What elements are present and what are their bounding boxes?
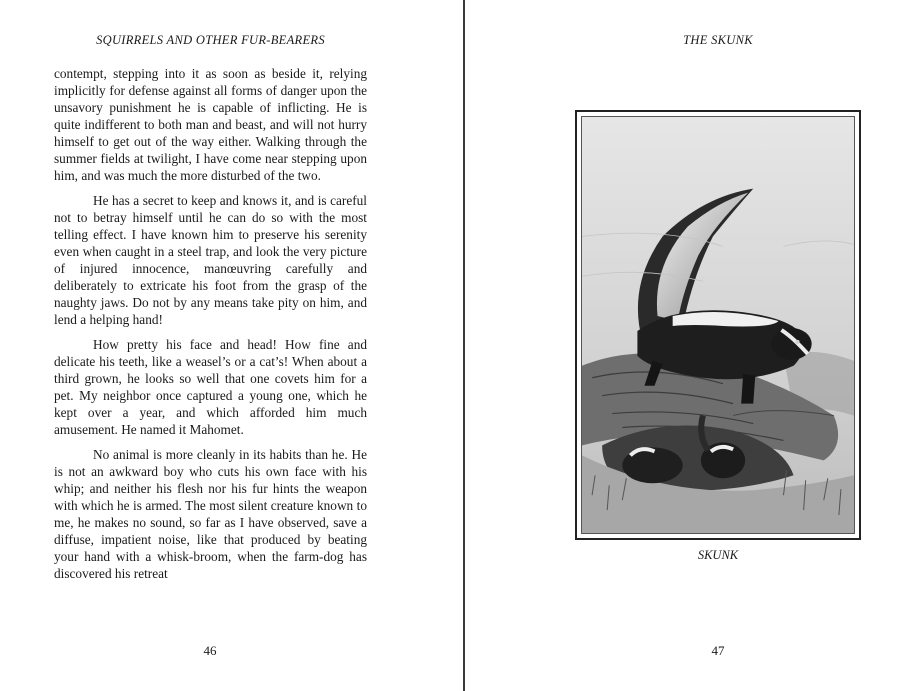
page-number-left: 46 — [203, 643, 217, 658]
paragraph-3: How pretty his face and head! How fine and delicate his teeth, like a weasel’s or a cat’s! When about a third grown, he looks so well that one covets him for a pet. My neighbor once captured a young one, which he kept over a year, and which afforded him much amusement. He named it Mahomet. — [54, 337, 367, 437]
paragraph-1: contempt, stepping into it as soon as beside it, relying implicitly for defense against all forms of danger upon the unsavory punishment he is capable of inflicting. He is quite indifferent to both man and beast, and will not hurry himself to get out of the way either. Walking through the summer fields at twilight, I have come near stepping upon him, and was much the more disturbed of the two. — [54, 66, 367, 183]
skunk-illustration — [581, 116, 855, 534]
illustration-caption: SKUNK — [697, 548, 739, 562]
body-text — [54, 65, 367, 590]
skunk-illustration-plate — [575, 110, 861, 540]
page-number-right: 47 — [711, 643, 725, 658]
paragraph-2: He has a secret to keep and knows it, and is careful not to betray himself until he can do so with the most telling effect. I have known him to preserve his serenity even when caught in a steel trap, and look the very picture of injured innocence, manœuvring carefully and deliberately to extricate his foot from the grasp of the naughty jaws. Do not by any means take pity on him, and lend a helping hand! — [54, 193, 367, 327]
right-page — [465, 0, 924, 691]
running-head-left: SQUIRRELS AND OTHER FUR-BEARERS — [96, 33, 325, 47]
skunk-engraving — [582, 117, 854, 533]
running-head-right: THE SKUNK — [683, 33, 753, 47]
paragraph-4: No animal is more cleanly in its habits than he. He is not an awkward boy who cuts his own face with his whip; and neither his flesh nor his fur hints the weapon with which he is armed. The most silent creature known to me, he makes no sound, so far as I have observed, save a diffuse, impatient noise, like that produced by beating your hand with a whisk-broom, when the farm-dog has discovered his retreat — [54, 447, 367, 581]
